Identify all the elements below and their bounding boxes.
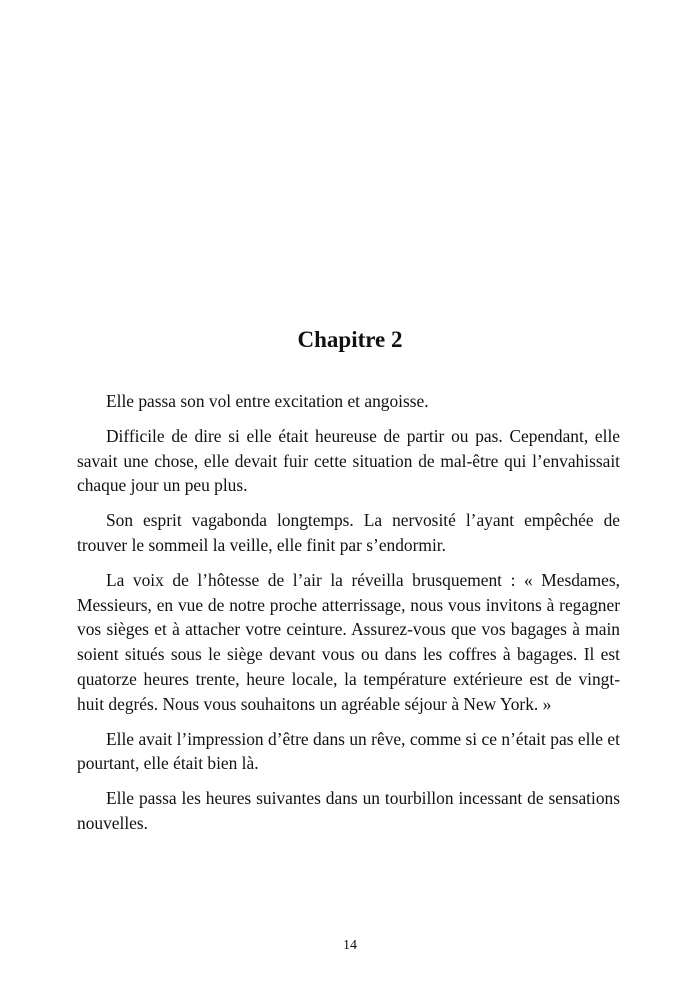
- paragraph: La voix de l’hôtesse de l’air la réveilla brusquement : « Mesdames, Messieurs, en vue de notre proche atterrissage, nous vous invitons à regagner vos sièges et à attacher votre ceinture. Assurez-vous que vos bagages à main soient situés sous le siège devant vous ou dans les coffres à bagages. Il est quatorze heures trente, heure locale, la température extérieure est de vingt-huit degrés. Nous vous souhaitons un agréable séjour à New York. »: [77, 569, 620, 714]
- paragraph: Difficile de dire si elle était heureuse de partir ou pas. Cependant, elle savait une chose, elle devait fuir cette situation de mal-être qui l’envahissait chaque jour un peu plus.: [77, 425, 620, 496]
- paragraph: Son esprit vagabonda longtemps. La nervosité l’ayant empêchée de trouver le sommeil la veille, elle finit par s’endormir.: [77, 510, 620, 555]
- page-number: 14: [343, 938, 357, 953]
- paragraph: Elle avait l’impression d’être dans un rêve, comme si ce n’était pas elle et pourtant, elle était bien là.: [77, 728, 620, 774]
- paragraph: Elle passa son vol entre excitation et angoisse.: [106, 391, 429, 411]
- paragraph: Elle passa les heures suivantes dans un tourbillon incessant de sensations nouvelles.: [77, 788, 620, 833]
- chapter-body: [77, 389, 620, 846]
- chapter-title: Chapitre 2: [297, 327, 403, 352]
